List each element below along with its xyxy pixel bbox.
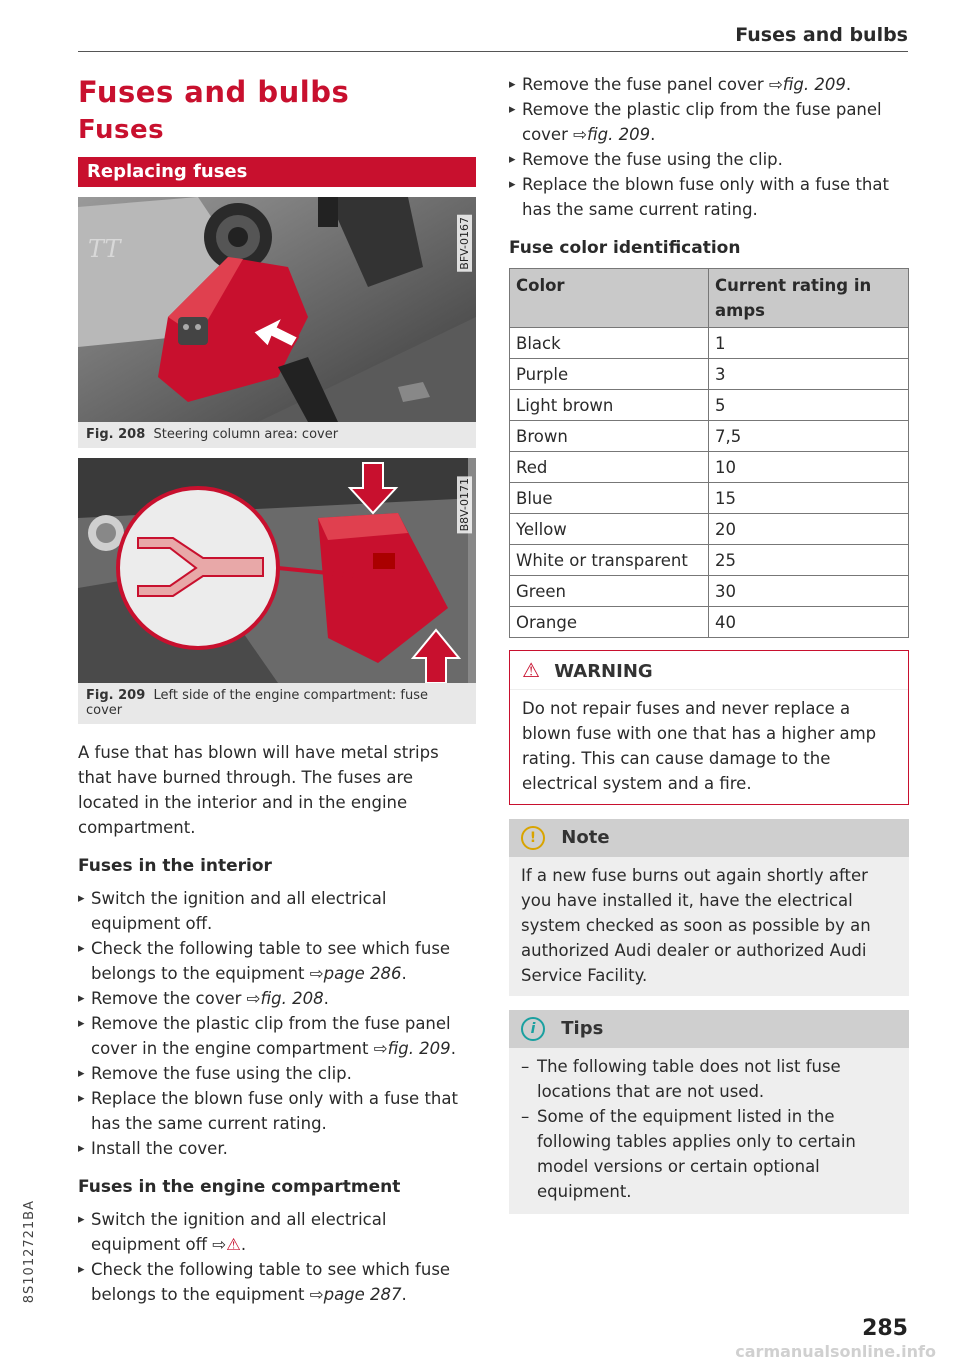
warning-text: Do not repair fuses and never replace a blown fuse with one that has a higher amp rating. This can cause damage to the electrical system and a fire. <box>522 699 877 793</box>
figure-209 <box>78 458 476 724</box>
note-header <box>509 819 909 857</box>
cell-rating: 7,5 <box>709 421 909 452</box>
left-column <box>78 72 476 1307</box>
tips-list <box>509 1048 909 1214</box>
info-circle-icon: i <box>521 1017 545 1041</box>
figure-caption <box>78 683 476 724</box>
svg-text:TT: TT <box>88 235 121 263</box>
table-row <box>510 483 909 514</box>
cell-rating: 40 <box>709 607 909 638</box>
table-row <box>510 390 909 421</box>
list-item: ▸ Remove the plastic clip from the fuse panel cover ⇨fig. 209. <box>509 97 909 147</box>
table-row <box>510 328 909 359</box>
warning-box <box>509 650 909 805</box>
cell-rating: 5 <box>709 390 909 421</box>
interior-steps <box>78 886 476 1161</box>
engine-steps <box>78 1207 476 1307</box>
figure-label: Fig. 209 <box>86 688 146 703</box>
right-steps <box>509 72 909 222</box>
cell-rating: 3 <box>709 359 909 390</box>
cell-color: Red <box>510 452 709 483</box>
cell-rating: 20 <box>709 514 909 545</box>
cell-color: Yellow <box>510 514 709 545</box>
list-item: ▸ Remove the fuse using the clip. <box>78 1061 476 1086</box>
list-item: ▸ Switch the ignition and all electrical equipment off ⇨⚠. <box>78 1207 476 1257</box>
list-item: ▸ Check the following table to see which fuse belongs to the equipment ⇨page 287. <box>78 1257 476 1307</box>
figure-code: BFV-0167 <box>458 217 471 270</box>
cell-color: Black <box>510 328 709 359</box>
cell-color: Orange <box>510 607 709 638</box>
chapter-title: Fuses and bulbs <box>78 75 350 109</box>
figure-label: Fig. 208 <box>86 427 146 442</box>
column-header-color: Color <box>510 269 709 328</box>
table-row <box>510 421 909 452</box>
watermark-text: carmanualsonline.info <box>735 1342 936 1361</box>
fig-ref-link[interactable]: fig. 209 <box>586 125 651 144</box>
cell-rating: 25 <box>709 545 909 576</box>
list-item: ▸ Remove the fuse panel cover ⇨fig. 209. <box>509 72 909 97</box>
table-row <box>510 607 909 638</box>
tips-title: Tips <box>561 1018 604 1039</box>
steering-column-drawing <box>78 197 476 422</box>
fuse-color-table <box>509 268 909 638</box>
fuse-table-heading: Fuse color identification <box>509 238 741 258</box>
warning-ref-icon[interactable]: ⚠ <box>226 1235 241 1254</box>
document-code: 8S1012721BA <box>22 1200 37 1304</box>
list-item: ▸ Check the following table to see which fuse belongs to the equipment ⇨page 286. <box>78 936 476 986</box>
list-item: ▸ Install the cover. <box>78 1136 476 1161</box>
table-row <box>510 576 909 607</box>
warning-header <box>510 651 908 690</box>
tips-header <box>509 1010 909 1048</box>
figure-caption <box>78 422 476 448</box>
figure-caption-text: Steering column area: cover <box>153 427 339 442</box>
engine-heading: Fuses in the engine compartment <box>78 1177 401 1197</box>
cell-rating: 10 <box>709 452 909 483</box>
interior-heading: Fuses in the interior <box>78 856 272 876</box>
cell-color: Blue <box>510 483 709 514</box>
page-number: 285 <box>862 1316 908 1341</box>
table-row <box>510 359 909 390</box>
figure-code: B8V-0171 <box>458 478 471 532</box>
list-item: – Some of the equipment listed in the following tables applies only to certain model versions or certain optional equipment. <box>521 1104 897 1204</box>
figure-caption-text: Left side of the engine compartment: fuse cover <box>86 688 428 718</box>
engine-compartment-illustration <box>78 458 476 683</box>
table-row <box>510 452 909 483</box>
note-text: If a new fuse burns out again shortly after you have installed it, have the electrical system checked as soon as possible by an authorized Audi dealer or authorized Audi Service Facility. <box>521 866 871 985</box>
cell-color: Brown <box>510 421 709 452</box>
tips-box <box>509 1010 909 1214</box>
fig-ref-link[interactable]: fig. 208 <box>260 989 324 1008</box>
list-item: ▸ Replace the blown fuse only with a fuse that has the same current rating. <box>78 1086 476 1136</box>
table-row <box>510 514 909 545</box>
table-header-row <box>510 269 909 328</box>
fuse-table-body <box>510 328 909 638</box>
table-row <box>510 545 909 576</box>
cell-color: White or transparent <box>510 545 709 576</box>
list-item: ▸ Remove the plastic clip from the fuse panel cover in the engine compartment ⇨fig. 209. <box>78 1011 476 1061</box>
fig-ref-link[interactable]: fig. 209 <box>782 75 846 94</box>
figure-208 <box>78 197 476 448</box>
list-item: – The following table does not list fuse locations that are not used. <box>521 1054 897 1104</box>
page-ref-link[interactable]: page 287 <box>323 1285 402 1304</box>
fig-ref-link[interactable]: fig. 209 <box>387 1039 451 1058</box>
cell-color: Light brown <box>510 390 709 421</box>
cell-rating: 15 <box>709 483 909 514</box>
list-item: ▸ Switch the ignition and all electrical equipment off. <box>78 886 476 936</box>
cell-color: Green <box>510 576 709 607</box>
exclamation-circle-icon: ! <box>521 826 545 850</box>
warning-triangle-icon: ⚠ <box>522 658 540 682</box>
column-header-rating: Current rating in amps <box>709 269 909 328</box>
steering-column-illustration <box>78 197 476 422</box>
section-title: Fuses <box>78 115 165 145</box>
list-item: ▸ Remove the cover ⇨fig. 208. <box>78 986 476 1011</box>
running-header: Fuses and bulbs <box>735 24 908 46</box>
subsection-bar: Replacing fuses <box>78 157 476 187</box>
list-item: ▸ Remove the fuse using the clip. <box>509 147 909 172</box>
list-item: ▸ Replace the blown fuse only with a fuse that has the same current rating. <box>509 172 909 222</box>
note-box <box>509 819 909 996</box>
header-rule <box>78 51 908 52</box>
cell-color: Purple <box>510 359 709 390</box>
intro-paragraph: A fuse that has blown will have metal strips that have burned through. The fuses are located in the interior and in the engine compartment. <box>78 743 439 837</box>
page-ref-link[interactable]: page 286 <box>323 964 402 983</box>
engine-compartment-drawing <box>78 458 476 683</box>
warning-title: WARNING <box>554 661 653 682</box>
right-column <box>509 72 909 1214</box>
cell-rating: 1 <box>709 328 909 359</box>
note-title: Note <box>561 827 610 848</box>
cell-rating: 30 <box>709 576 909 607</box>
